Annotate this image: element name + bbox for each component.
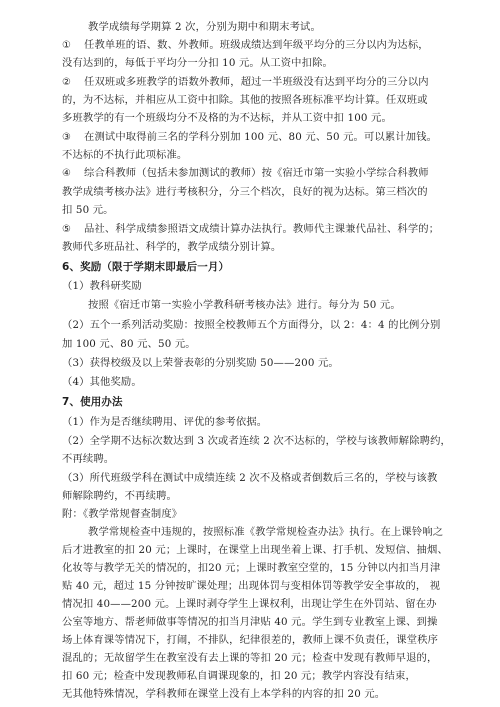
text-line: 扣 60 元；检查中发现教师私自调课现象的，扣 20 元；教学内容没有结束，	[62, 670, 416, 682]
text-line: 不达标的不执行此项标准。	[62, 149, 188, 161]
list-marker: ④	[62, 168, 72, 179]
text-line: 的，为不达标，并相应从工资中扣除。其他的按照各班标准平均计算。任双班或	[62, 94, 428, 106]
text-line: 没有达到的，每低于平均分一分扣 10 元。从工资中扣除。	[62, 57, 333, 69]
text-line: 教师代多班品社、科学的，教学成绩分别计算。	[62, 241, 282, 253]
text-line: （2）全学期不达标次数达到 3 次或者连续 2 次不达标的，学校与该教师解除聘约，	[62, 435, 451, 447]
text-line: 教学成绩每学期算 2 次，分别为期中和期末考试。	[88, 21, 321, 33]
list-marker: ②	[62, 77, 72, 88]
text-line: 多班教学的有一个班级均分不及格的为不达标，并从工资中扣 100 元。	[62, 112, 392, 124]
section-heading: 7、使用办法	[62, 396, 123, 408]
section-heading: 6、奖励（限于学期末即最后一月）	[62, 261, 230, 273]
text-line: （3）获得校级及以上荣誉表彰的分别奖励 50——200 元。	[62, 357, 339, 369]
text-line: 混乱的；无故留学生在教室没有去上课的等扣 20 元；检查中发现有教师早退的，	[62, 652, 438, 664]
text-line: 师解除聘约，不再续聘。	[62, 490, 177, 502]
text-line: 按照《宿迁市第一实验小学教科研考核办法》进行。每分为 50 元。	[88, 299, 401, 311]
text-line: ③ 在测试中取得前三名的学科分别加 100 元、80 元、50 元。可以累计加钱。	[62, 131, 438, 143]
text-line: 公室等地方、帮老师做事等情况的扣当月津贴 40 元。学生到专业教室上课、到操	[62, 616, 438, 628]
text-line: 后才进教室的扣 20 元；上课时，在课堂上出现坐着上课、打手机、发短信、抽烟、	[62, 544, 448, 556]
text-line: 不再续聘。	[62, 453, 115, 465]
text-line: （1）作为是否继续聘用、评优的参考依据。	[62, 416, 268, 428]
text-line: （1）教科研奖励	[62, 280, 142, 292]
text-line: ② 任双班或多班教学的语数外教师，超过一半班级没有达到平均分的三分以内	[62, 76, 429, 88]
text-line: ① 任教单班的语、数、外教师。班级成绩达到年级平均分的三分以内为达标，	[62, 39, 429, 51]
text-line: 教学常规检查中违规的，按照标准《教学常规检查办法》执行。在上课铃响之	[88, 526, 444, 538]
appendix-title: 附：《教学常规督查制度》	[62, 508, 183, 520]
text-line: 情况扣 40——200 元。上课时剥夺学生上课权利，出现让学生在外罚站、留在办	[62, 598, 437, 610]
list-marker: ⑤	[62, 224, 72, 235]
text-line: 贴 40 元，超过 15 分钟按旷课处理；出现体罚与变相体罚等教学安全事故的， 视	[62, 580, 441, 592]
list-marker: ③	[62, 132, 72, 143]
text-line: （2）五个一系列活动奖励：按照全校教师五个方面得分，以 2：4：4 的比例分别	[62, 319, 441, 331]
text-line: 无其他特殊情况，学科教师在课堂上没有上本学科的内容的扣 20 元。	[62, 688, 386, 700]
text-line: （4）其他奖励。	[62, 376, 142, 388]
text-line: 加 100 元、80 元、50 元。	[62, 338, 196, 350]
text-line: 扣 50 元。	[62, 204, 114, 216]
list-marker: ①	[62, 40, 72, 51]
text-line: 场上体育课等情况下，打闹，不排队，纪律很差的，教师上课不负责任，课堂秩序	[62, 634, 439, 646]
text-line: ④ 综合科教师（包括未参加测试的教师）按《宿迁市第一实验小学综合科教师	[62, 167, 429, 179]
text-line: 化妆等与教学无关的情况的，扣20 元；上课时教室空堂的，15 分钟以内扣当月津	[62, 562, 441, 574]
text-line: （3）所代班级学科在测试中成绩连续 2 次不及格或者倒数后三名的，学校与该教	[62, 472, 438, 484]
text-line: ⑤ 品社、科学成绩参照语文成绩计算办法执行。教师代主课兼代品社、科学的；	[62, 223, 440, 235]
text-line: 教学成绩考核办法》进行考核积分，分三个档次，良好的视为达标。第三档次的	[62, 186, 428, 198]
